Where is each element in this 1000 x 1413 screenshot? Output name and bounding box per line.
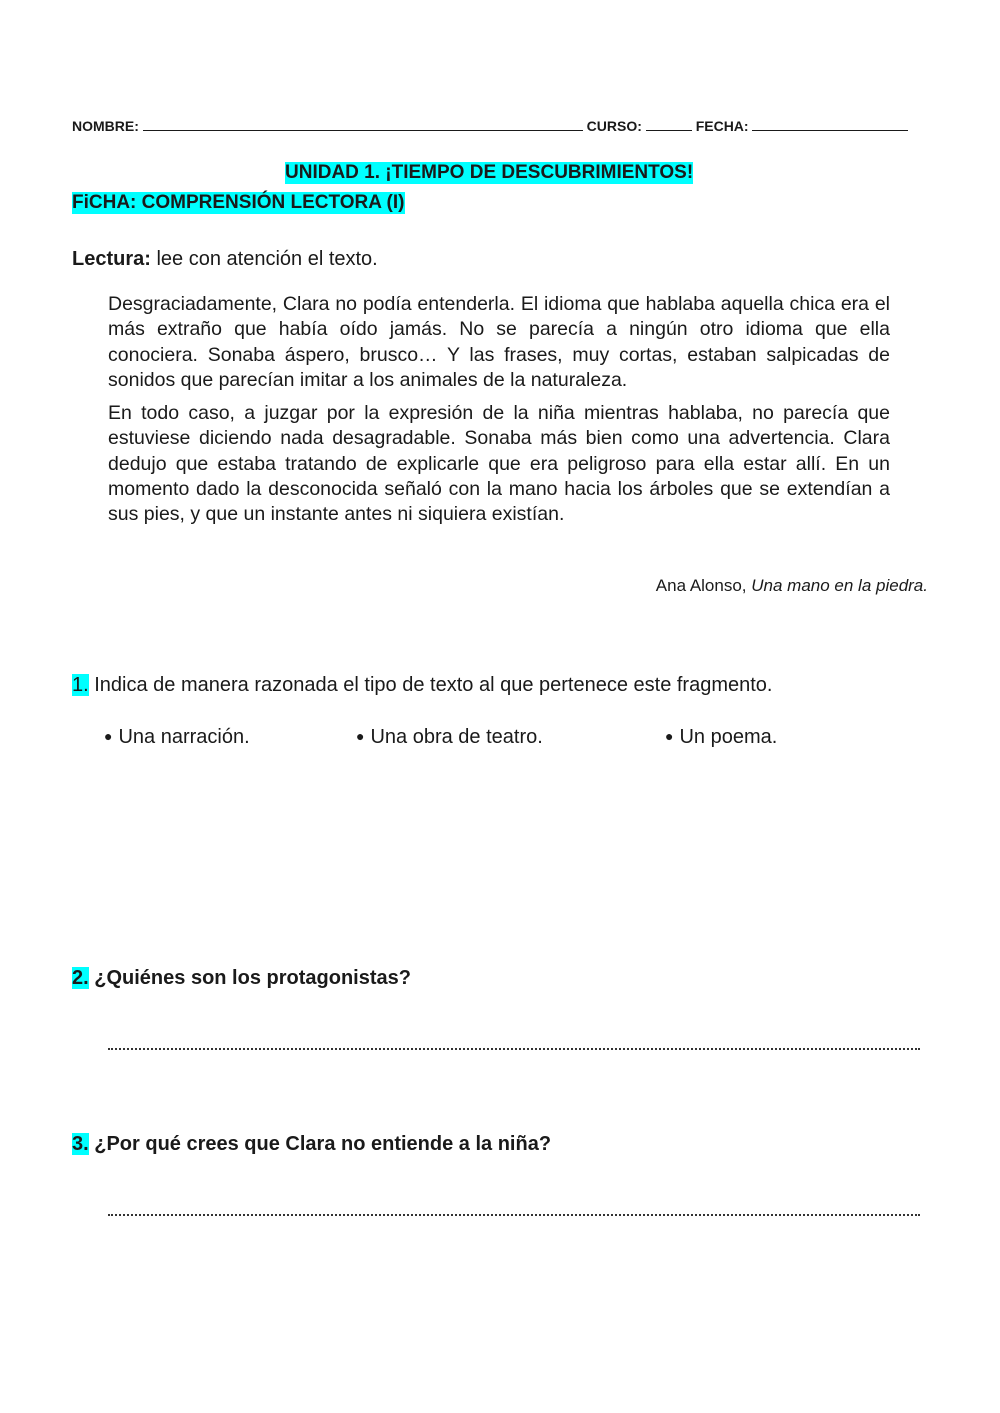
fecha-label: FECHA: [695,118,749,134]
question-2 [72,967,411,990]
fecha-field[interactable] [752,118,908,131]
option-label: Una narración. [118,726,250,748]
bullet-icon: ● [104,728,113,744]
question-text: ¿Por qué crees que Clara no entiende a la niña? [94,1133,552,1155]
curso-field[interactable] [646,118,692,131]
option-narracion[interactable] [104,726,250,749]
passage-source [656,576,928,596]
question-number: 3. [72,1133,89,1155]
bullet-icon: ● [665,728,674,744]
nombre-label: NOMBRE: [72,118,139,134]
reading-instruction-text: lee con atención el texto. [156,248,378,270]
question-3 [72,1133,551,1156]
option-poema[interactable] [665,726,777,749]
question-number: 1. [72,674,89,696]
ficha-title: FiCHA: COMPRENSIÓN LECTORA (I) [72,192,405,213]
curso-label: CURSO: [586,118,642,134]
question-1 [72,674,772,697]
answer-line-3[interactable] [108,1212,920,1216]
source-author: Ana Alonso, [655,576,747,595]
answer-line-2[interactable] [108,1046,920,1050]
reading-instruction [72,248,378,271]
unit-title: UNIDAD 1. ¡TIEMPO DE DESCUBRIMIENTOS! [285,162,694,183]
question-number: 2. [72,967,89,989]
passage-paragraph: En todo caso, a juzgar por la expresión de la niña mientras hablaba, no parecía que estuviese diciendo nada desagradable. Sonaba más bien como una advertencia. Clara dedujo que estaba tratando de explicarle que era peligroso para ella estar allí. En un momento dado la desconocida señaló con la mano hacia los árboles que se extendían a sus pies, y que un instante antes ni siquiera existían. [108,402,890,526]
reading-passage [108,292,890,536]
nombre-field[interactable] [143,118,583,131]
student-info-header [72,118,932,134]
reading-label: Lectura: [72,248,151,270]
question-text: Indica de manera razonada el tipo de texto al que pertenece este fragmento. [94,674,773,696]
option-teatro[interactable] [356,726,543,749]
passage-paragraph: Desgraciadamente, Clara no podía entenderla. El idioma que hablaba aquella chica era el más extraño que había oído jamás. No se parecía a ningún otro idioma que ella conociera. Sonaba áspero, brusco… Y las frases, muy cortas, estaban salpicadas de sonidos que parecían imitar a los animales de la naturaleza. [108,293,890,391]
question-text: ¿Quiénes son los protagonistas? [94,967,411,989]
bullet-icon: ● [356,728,365,744]
option-label: Una obra de teatro. [370,726,543,748]
source-book: Una mano en la piedra. [751,576,928,595]
option-label: Un poema. [679,726,778,748]
